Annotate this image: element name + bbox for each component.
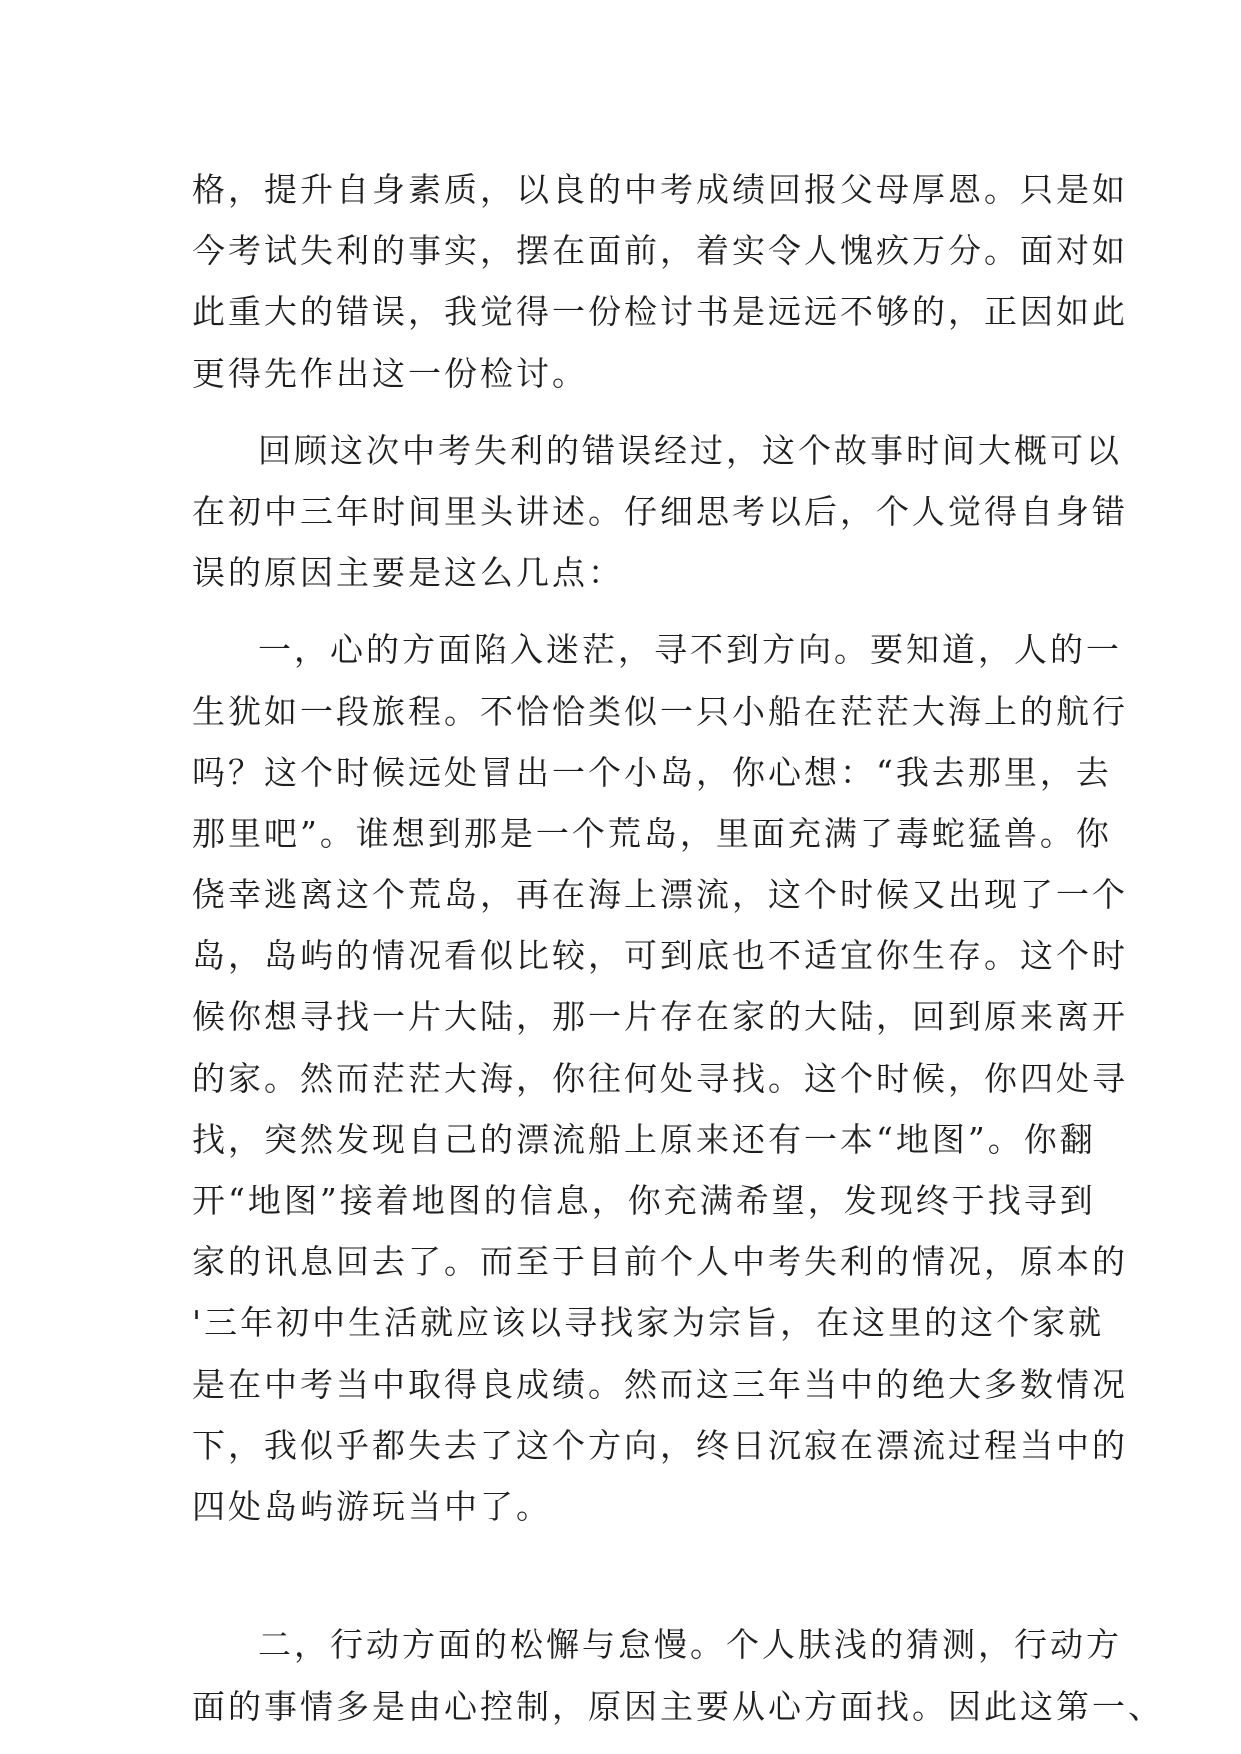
text-line: 岛，岛屿的情况看似比较，可到底也不适宜你生存。这个时 <box>192 936 1128 976</box>
paragraph-spacer <box>192 1598 1052 1614</box>
text-line: 生犹如一段旅程。不恰恰类似一只小船在茫茫大海上的航行 <box>192 691 1128 731</box>
text-line: 在初中三年时间里头讲述。仔细思考以后，个人觉得自身错 <box>192 491 1128 531</box>
text-line: '三年初中生活就应该以寻找家为宗旨，在这里的这个家就 <box>192 1303 1105 1343</box>
paragraph <box>192 159 1128 404</box>
text-line: 找，突然发现自己的漂流船上原来还有一本“地图”。你翻 <box>192 1119 1096 1159</box>
text-line: 此重大的错误，我觉得一份检讨书是远远不够的，正因如此 <box>192 292 1128 332</box>
text-line: 面的事情多是由心控制，原因主要从心方面找。因此这第一、 <box>192 1686 1164 1726</box>
text-line: 一，心的方面陷入迷茫，寻不到方向。要知道，人的一 <box>258 630 1122 670</box>
text-line: 的家。然而茫茫大海，你往何处寻找。这个时候，你四处寻 <box>192 1058 1128 1098</box>
text-line: 回顾这次中考失利的错误经过，这个故事时间大概可以 <box>258 430 1122 470</box>
text-line: 误的原因主要是这么几点： <box>192 553 624 593</box>
text-line: 今考试失利的事实，摆在面前，着实令人愧疚万分。面对如 <box>192 231 1128 271</box>
text-line: 那里吧”。谁想到那是一个荒岛，里面充满了毒蛇猛兽。你 <box>192 813 1112 853</box>
paragraph <box>192 1614 1164 1736</box>
text-line: 更得先作出这一份检讨。 <box>192 353 588 393</box>
text-line: 吗？这个时候远处冒出一个小岛，你心想：“我去那里，去 <box>192 752 1112 792</box>
text-line: 二，行动方面的松懈与怠慢。个人肤浅的猜测，行动方 <box>258 1625 1122 1665</box>
text-line: 格，提升自身素质，以良的中考成绩回报父母厚恩。只是如 <box>192 170 1128 209</box>
paragraph <box>192 420 1128 604</box>
text-line: 家的讯息回去了。而至于目前个人中考失利的情况，原本的 <box>192 1242 1128 1282</box>
text-line: 开“地图”接着地图的信息，你充满希望，发现终于找寻到 <box>192 1181 1096 1220</box>
text-line: 下，我似乎都失去了这个方向，终日沉寂在漂流过程当中的 <box>192 1425 1128 1465</box>
text-line: 四处岛屿游玩当中了。 <box>192 1486 552 1526</box>
paragraph-spacer <box>192 603 1052 619</box>
paragraph <box>192 619 1128 1598</box>
text-line: 候你想寻找一片大陆，那一片存在家的大陆，回到原来离开 <box>192 997 1128 1037</box>
text-line: 是在中考当中取得良成绩。然而这三年当中的绝大多数情况 <box>192 1364 1128 1404</box>
text-line: 侥幸逃离这个荒岛，再在海上漂流，这个时候又出现了一个 <box>192 875 1128 915</box>
text-line <box>192 1537 1052 1598</box>
body-text <box>192 159 1164 1737</box>
paragraph-spacer <box>192 404 1052 420</box>
